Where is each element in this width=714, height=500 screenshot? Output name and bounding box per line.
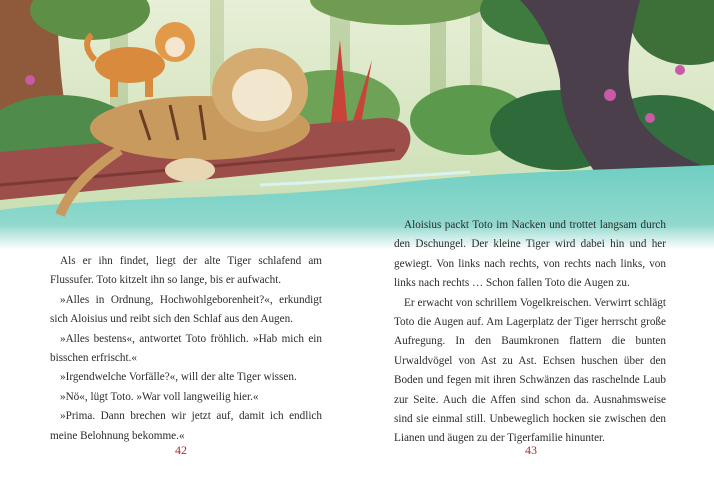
left-paragraph-1: Als er ihn findet, liegt der alte Tiger schlafend am Flussufer. Toto kitzelt ihn so lange, bis er aufwacht. bbox=[50, 255, 322, 287]
right-paragraph-2: Er erwacht von schrillem Vogelkreischen. Verwirrt schlägt Toto die Augen auf. Am Lagerplatz der Tiger herrscht große Aufregung. In den Baumkronen flattern die bunten Urwaldvögel von Ast zu Ast. Echsen huschen über den Boden und fegen mit ihren Schwänzen das raschelnde Laub zur Seite. Auch die Affen sind schon da. Ausnahmsweise sind sie einmal still. Unbeweglich hocken sie zwischen den Lianen und äugen zu der Tigerfamilie hinunter. bbox=[394, 296, 666, 445]
left-paragraph-6: »Prima. Dann brechen wir jetzt auf, damit ich endlich meine Belohnung bekomme.« bbox=[50, 410, 322, 442]
left-paragraph-2: »Alles in Ordnung, Hochwohlgeborenheit?«, erkundigt sich Aloisius und reibt sich den Schlaf aus den Augen. bbox=[50, 293, 322, 326]
left-page bbox=[50, 252, 322, 446]
left-paragraph-5: »Nö«, lügt Toto. »War voll langweilig hier.« bbox=[60, 390, 259, 403]
page-number-left: 42 bbox=[175, 443, 187, 457]
left-paragraph-4: »Irgendwelche Vorfälle?«, will der alte Tiger wissen. bbox=[60, 371, 297, 384]
right-page bbox=[394, 216, 666, 449]
right-paragraph-1: Aloisius packt Toto im Nacken und trottet langsam durch den Dschungel. Der kleine Tiger wird dabei hin und her gewiegt. Von links nach rechts, von rechts nach links, von links nach rechts … Schon fallen Toto die Augen zu. bbox=[394, 219, 666, 290]
left-paragraph-3: »Alles bestens«, antwortet Toto fröhlich. »Hab mich ein bisschen erfrischt.« bbox=[50, 332, 322, 365]
page-number-right: 43 bbox=[525, 443, 537, 457]
